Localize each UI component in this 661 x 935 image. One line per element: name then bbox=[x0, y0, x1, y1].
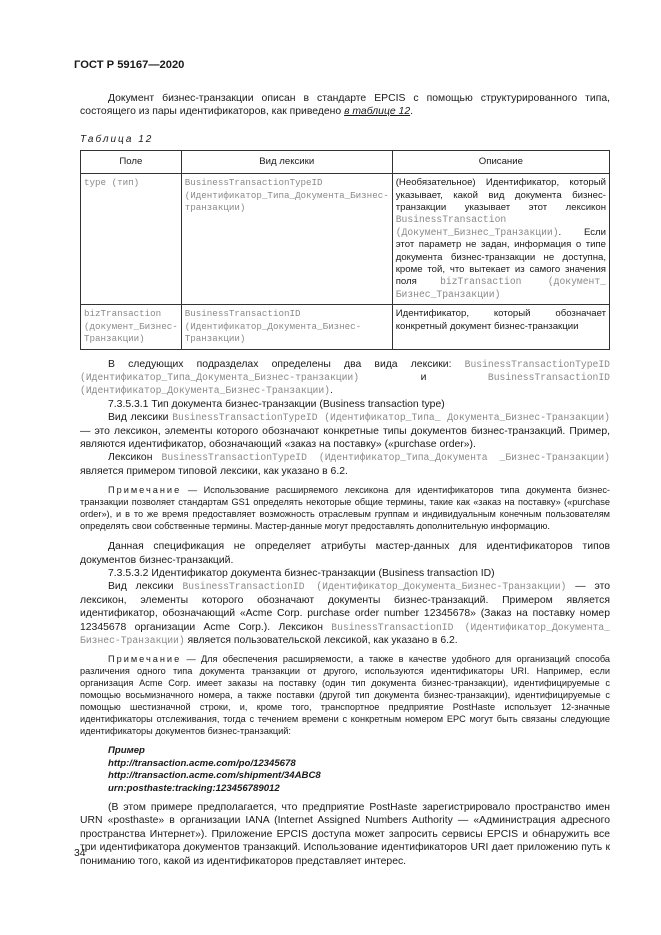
table-caption: Таблица 12 bbox=[80, 133, 154, 145]
header-lexicon: Вид лексики bbox=[181, 151, 392, 174]
type-lexicon-paragraph: Лексикон BusinessTransactionTypeID (Идентификатор_Типа_Документа _Бизнес-Транзакции) является примером типовой лексики, как указано в 6.2. bbox=[80, 452, 610, 477]
lexicon-table bbox=[80, 150, 610, 349]
example-line: http://transaction.acme.com/po/12345678 bbox=[108, 757, 296, 769]
lexicon-cell: BusinessTransactionID (Идентификатор_Документа_Бизнес-Транзакции) bbox=[181, 305, 392, 349]
example-line: urn:posthaste:tracking:123456789012 bbox=[108, 782, 280, 794]
lexicon-types-paragraph: В следующих подразделах определены два вида лексики: BusinessTransactionTypeID (Идентификатор_Типа_Документа_Бизнес-транзакции) и BusinessTransactionID (Идентификатор_Документа_Бизнес-Транзакции). bbox=[80, 358, 610, 397]
posthaste-paragraph: (В этом примере предполагается, что предприятие PostHaste зарегистрировало пространство имен URN «posthaste» в организации IANA (Internet Assigned Numbers Authority — «Администрация адресного пространства Интернет»). Приложение EPCIS доступа может запросить сервисы EPCIS и обнаружить все три идентификатора документов транзакций. Использование идентификаторов URI дает приложению путь к пониманию того, какой из идентификаторов представляет интерес. bbox=[80, 802, 610, 867]
intro-paragraph: Документ бизнес-транзакции описан в стандарте EPCIS с помощью структурированного типа, состоящего из пары идентификаторов, как приведено в таблице 12. bbox=[80, 93, 610, 118]
header-description: Описание bbox=[392, 151, 609, 174]
example-title: Пример bbox=[108, 745, 145, 757]
field-cell: bizTransaction (документ_Бизнес-Транзакции) bbox=[81, 305, 182, 349]
example-block bbox=[80, 745, 610, 795]
table-row bbox=[81, 305, 610, 349]
section-heading-type: 7.3.5.3.1 Тип документа бизнес-транзакции (Business transaction type) bbox=[108, 398, 445, 410]
description-cell: (Необязательное) Идентификатор, который указывает, какой вид документа бизнес-транзакции указывает этот лексикон BusinessTransaction (Документ_Бизнес_Транзакции). Если этот параметр не задан, информация о типе документа бизнес-транзакции не доступна, кроме той, что вытекает из самого значения поля bizTransaction (документ_ Бизнес_Транзакции) bbox=[392, 174, 609, 305]
table-row bbox=[81, 174, 610, 305]
page-number: 34 bbox=[74, 848, 86, 859]
description-cell: Идентификатор, который обозначает конкретный документ бизнес-транзакции bbox=[392, 305, 609, 349]
master-data-paragraph: Данная спецификация не определяет атрибуты мастер-данных для идентификаторов типов документов бизнес-транзакций. bbox=[80, 541, 610, 566]
example-line: http://transaction.acme.com/shipment/34ABC8 bbox=[108, 770, 321, 782]
note-uri-identifiers: Примечание — Для обеспечения расширяемости, а также в качестве удобного для организаций способа различения одного типа документа транзакции от другого, используются идентификаторы URI. Например, если организация Acme Corp. имеет заказы на поставку (один тип документа бизнес-транзакции), идентифицируемые с помощью восьмизначного номера, а также поставки (другой тип документа бизнес-транзакции), идентифицируемые с помощью шестизначной строки, и, кроме того, транспортное предприятие PostHaste использует 12-значные идентификаторы отслеживания, тогда с течением времени с конкретным номером EPC могут быть связаны следующие идентификаторы документов бизнес-транзакций: bbox=[80, 654, 610, 737]
type-definition-paragraph: Вид лексики BusinessTransactionTypeID (Идентификатор_Типа_ Документа_Бизнес-Транзакции) — это лексикон, элементы которого обозначают конкретные типы документов бизнес-транзакций. Пример, являются идентификатор, обозначающий «заказ на поставку» («purchase order»). bbox=[80, 412, 610, 450]
table-reference-link[interactable]: в таблице 12 bbox=[344, 106, 411, 118]
note-extensible-lexicon: Примечание — Использование расширяемого лексикона для идентификаторов типа документа бизнес-транзакции позволяет стандартам GS1 определять некоторые общие термины, такие как «заказ на поставку» («purchase order»), и в то же время предоставляет возможность отраслевым группам и индивидуальным конечным пользователям определять свои собственные термины. Мастер-данные могут предоставлять дополнительную информацию. bbox=[80, 485, 610, 532]
field-cell: type (тип) bbox=[81, 174, 182, 305]
lexicon-cell: BusinessTransactionTypeID (Идентификатор_Типа_Документа_Бизнес-транзакции) bbox=[181, 174, 392, 305]
document-header: ГОСТ Р 59167—2020 bbox=[74, 59, 185, 71]
id-definition-paragraph: Вид лексики BusinessTransactionID (Идентификатор_Документа_Бизнес-Транзакции) — это лексикон, элементы которого обозначают документы бизнес-транзакций. Примером является идентификатор, обозначающий «Acme Corp. purchase order number 12345678» (Заказ на поставку номер 12345678 организации Acme Corp.). Лексикон BusinessTransactionID (Идентификатор_Документа_ Бизнес-Транзакции) является пользовательской лексикой, как указано в 6.2. bbox=[80, 581, 610, 646]
section-heading-id: 7.3.5.3.2 Идентификатор документа бизнес-транзакции (Business transaction ID) bbox=[108, 567, 495, 579]
table-header-row bbox=[81, 151, 610, 174]
page-content bbox=[80, 92, 610, 868]
header-field: Поле bbox=[81, 151, 182, 174]
